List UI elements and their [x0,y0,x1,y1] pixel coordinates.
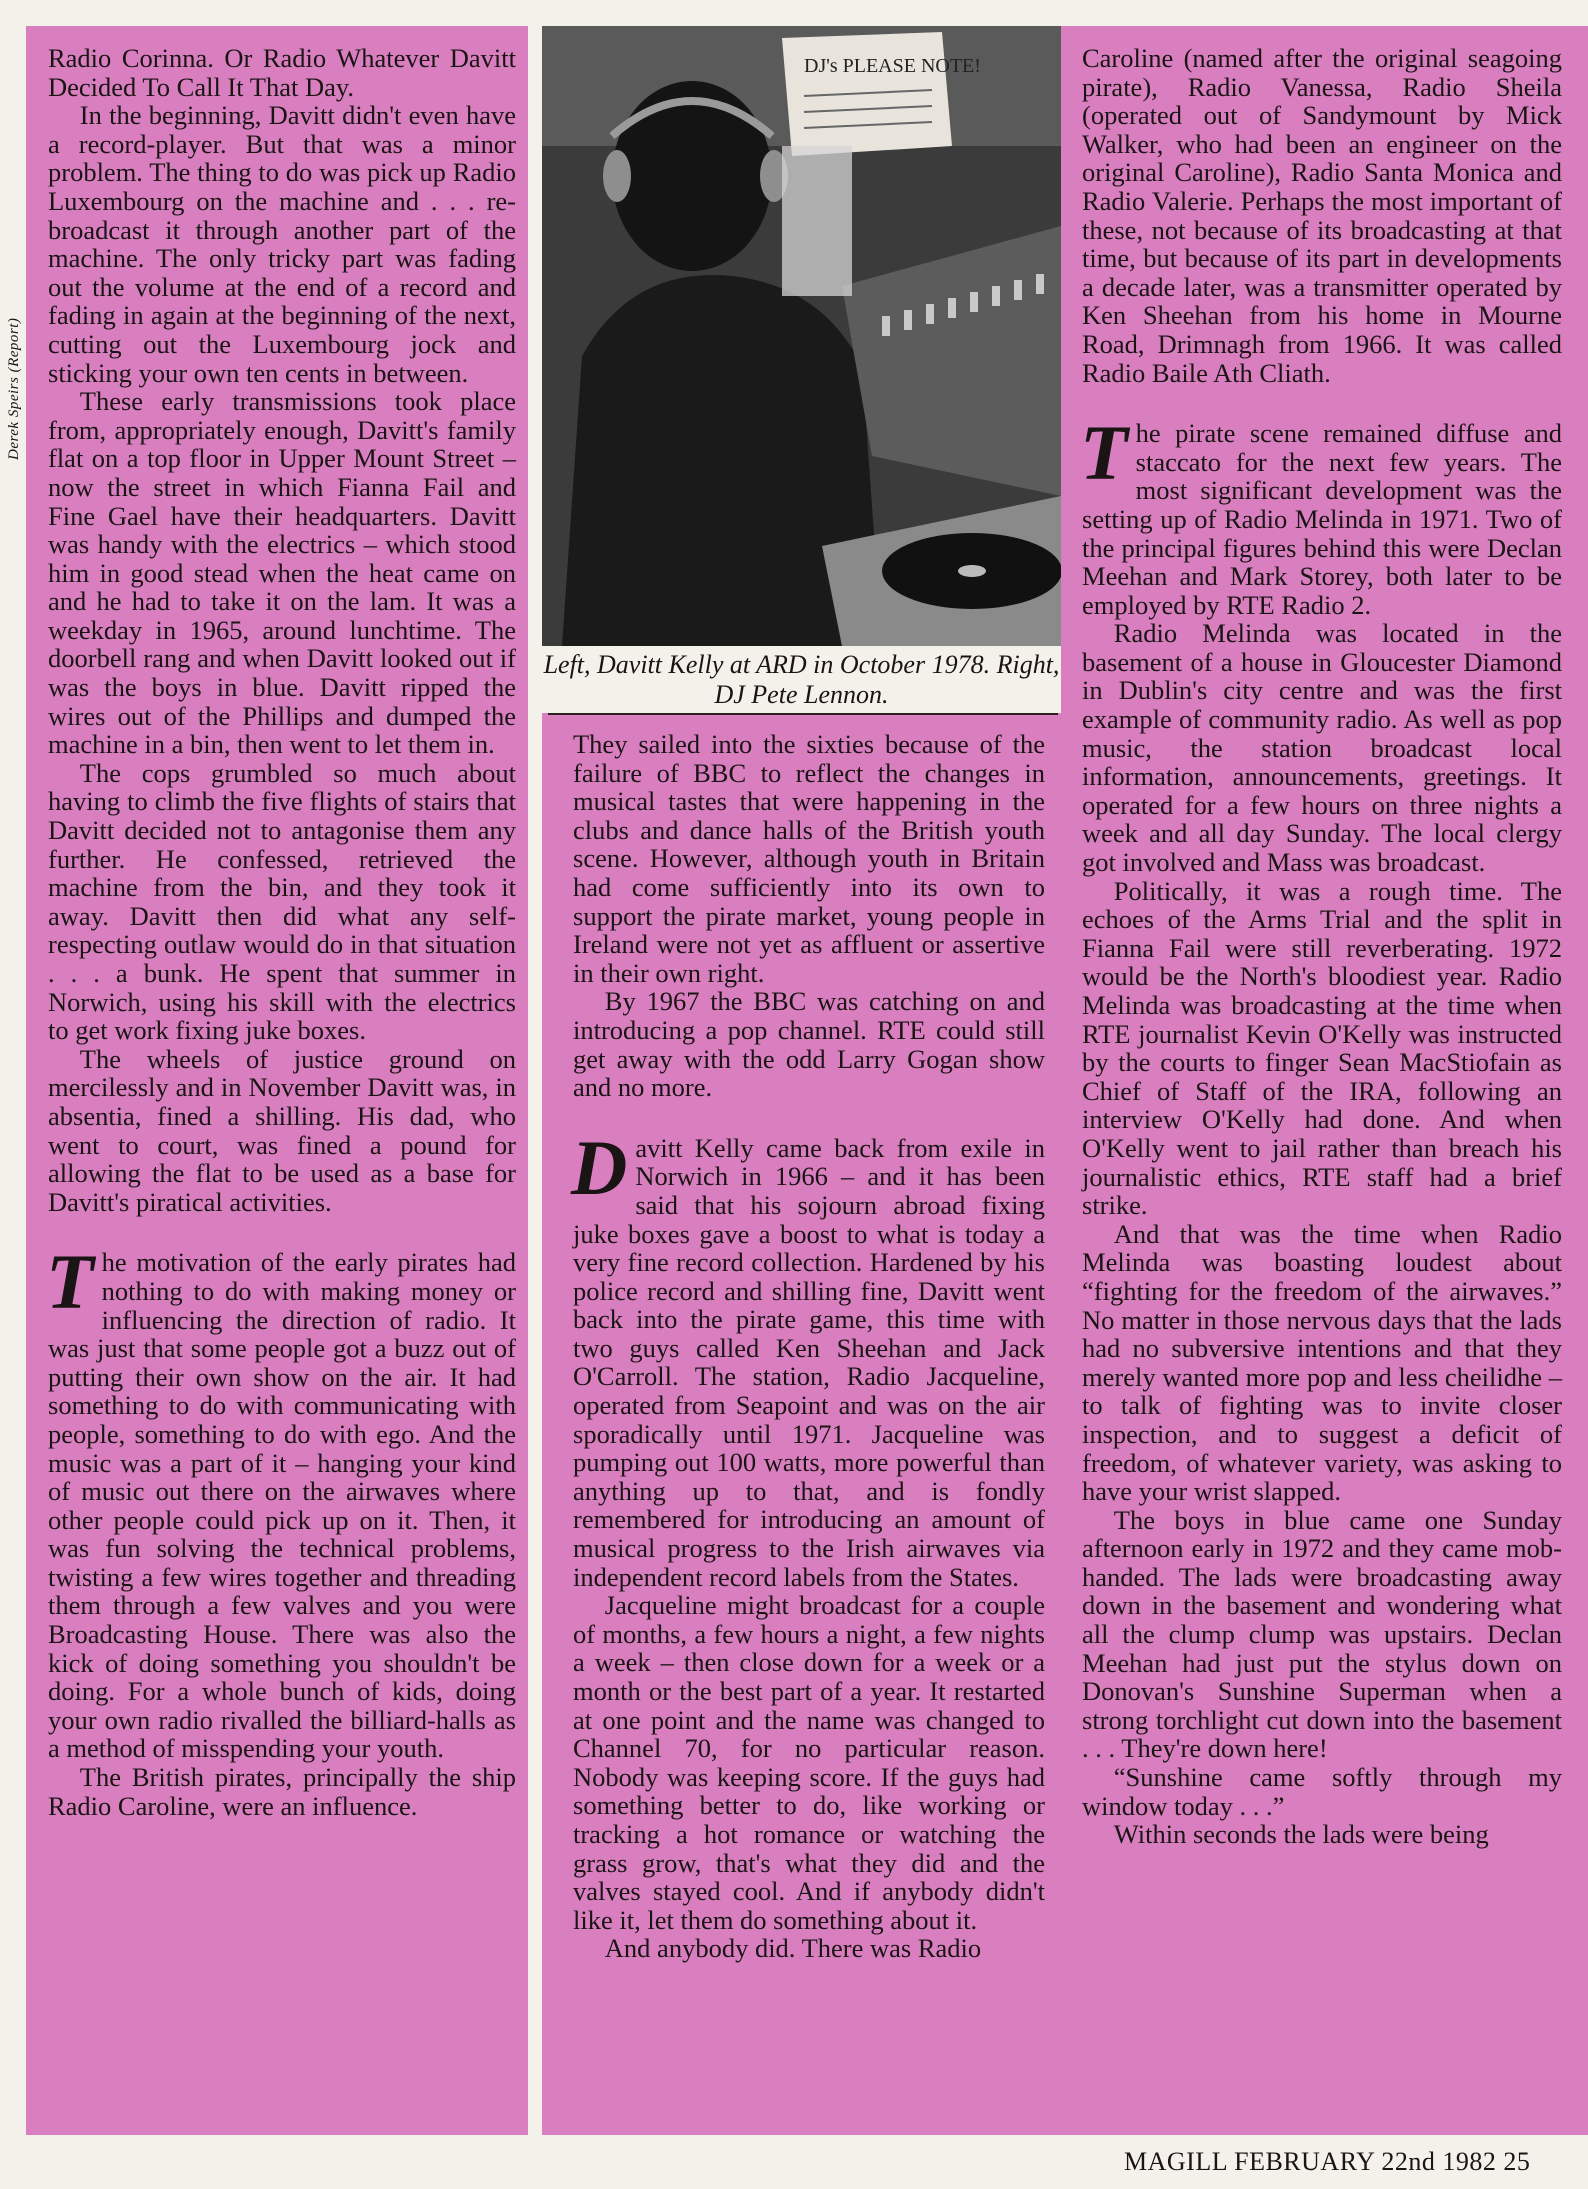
paragraph: These early transmissions took place from, appropriately enough, Davitt's family flat on a top floor in Upper Mount Street – now the street in which Fianna Fail and Fine Gael have their headquarters. Davitt was handy with the electrics – which stood him in good stead when the heat came on and he had to take it on the lam. It was a weekday in 1965, around lunchtime. The doorbell rang and when Davitt looked out if was the boys in blue. Davitt ripped the wires out of the Phillips and dumped the machine in a bin, then went to let them in. [48,386,516,760]
dropcap: T [46,1238,94,1326]
paragraph-with-dropcap [571,1123,1045,1592]
paragraph: The British pirates, principally the ship Radio Caroline, were an influence. [48,1762,516,1821]
paragraph: Caroline (named after the original seagoing pirate), Radio Vanessa, Radio Sheila (operated out of Sandymount by Mick Walker, who had been an engineer on the original Caroline), Radio Santa Monica and Radio Valerie. Perhaps the most important of these, not because of its broadcasting at that time, but because of its part in developments a decade later, was a transmitter operated by Ken Sheehan from his home in Mourne Road, Drimnagh from 1966. It was called Radio Baile Ath Cliath. [1082,43,1562,388]
page-footer: MAGILL FEBRUARY 22nd 1982 25 [1124,2147,1531,2176]
column-left [48,44,516,1820]
column-right [1082,44,1562,1849]
paragraph: And that was the time when Radio Melinda was boasting loudest about “fighting for the freedom of the airwaves.” No matter in those nervous days that the lads had no subversive intentions and that they merely wanted more pop and less cheilidhe – to talk of fighting was to invite closer inspection, and to suggest a deficit of freedom, of whatever variety, was asking to have your wrist slapped. [1082,1218,1562,1507]
paragraph-text: he motivation of the early pirates had nothing to do with making money or influencing the direction of radio. It was just that some people got a buzz out of putting their own show on the air. It had something to do with communicating with people, something to do with ego. And the music was a part of it – hanging your kind of music out there on the airwaves where other people could pick up on it. Then, it was fun solving the technical problems, twisting a few wires together and threading them through a few valves and you were Broadcasting House. There was also the kick of doing something you shouldn't be doing. For a whole bunch of kids, doing your own radio rivalled the billiard-halls as a method of misspending your youth. [48,1247,516,1764]
paragraph: In the beginning, Davitt didn't even have a record-player. But that was a minor problem. The thing to do was pick up Radio Luxembourg on the machine and . . . re-broadcast it through another part of the machine. The only tricky part was fading out the volume at the end of a record and fading in again at the beginning of the next, cutting out the Luxembourg jock and sticking your own ten cents in between. [48,100,516,388]
paragraph: And anybody did. There was Radio [604,1933,982,1964]
paragraph: Within seconds the lads were being [1113,1819,1489,1850]
photo-credit: Derek Speirs (Report) [6,317,22,460]
paragraph: The boys in blue came one Sunday afternoon early in 1972 and they came mob-handed. The lads were broadcasting away down in the basement and wondering what all the clump clump was upstairs. Declan Meehan had just put the stylus down on Donovan's Sunshine Superman when a strong torchlight cut down into the basement . . . They're down here! [1082,1504,1562,1764]
photo-caption: Left, Davitt Kelly at ARD in October 1978. Right, DJ Pete Lennon. [543,650,1060,709]
caption-rule [548,713,1058,715]
dropcap: D [571,1123,628,1211]
paragraph: The wheels of justice ground on mercilessly and in November Davitt was, in absentia, fined a shilling. His dad, who went to court, was fined a pound for allowing the flat to be used as a base for Davitt's piratical activities. [48,1043,516,1217]
sign-text: DJ's PLEASE NOTE! [804,55,981,77]
dropcap: T [1080,409,1128,497]
paragraph: Radio Corinna. Or Radio Whatever Davitt Decided To Call It That Day. [48,43,516,102]
paragraph: The cops grumbled so much about having to climb the five flights of stairs that Davitt decided not to antagonise them any further. He confessed, retrieved the machine from the bin, and they took it away. Davitt then did what any self-respecting outlaw would do in that situation . . . a bunk. He spent that summer in Norwich, using his skill with the electrics to get work fixing juke boxes. [48,757,516,1046]
paragraph: Jacqueline might broadcast for a couple of months, a few hours a night, a few nights a week – then close down for a week or a month or the best part of a year. It restarted at one point and the name was changed to Channel 70, for no particular reason. Nobody was keeping score. If the guys had something better to do, like working or tracking a hot romance or watching the grass grow, that's what they did and the valves stayed cool. And if anybody didn't like it, let them do something about it. [573,1590,1045,1935]
paragraph: By 1967 the BBC was catching on and introducing a pop channel. RTE could still get away with the odd Larry Gogan show and no more. [573,986,1045,1103]
paragraph: “Sunshine came softly through my window today . . .” [1082,1762,1562,1821]
paragraph: Radio Melinda was located in the basement of a house in Gloucester Diamond in Dublin's city centre and was the first example of community radio. As well as pop music, the station broadcast local information, announcements, greetings. It operated for a few hours on three nights a week and all day Sunday. The local clergy got involved and Mass was broadcast. [1082,618,1562,878]
paragraph-with-dropcap [1080,409,1562,620]
studio-photo-illustration [542,26,1061,646]
paragraph-with-dropcap [46,1238,516,1764]
studio-photo [542,26,1061,646]
paragraph: They sailed into the sixties because of the failure of BBC to reflect the changes in musical tastes that were happening in the clubs and dance halls of the British youth scene. However, although youth in Britain had come sufficiently into its own to support the pirate market, young people in Ireland were not yet as affluent or assertive in their own right. [573,729,1045,988]
paragraph-text: avitt Kelly came back from exile in Norwich in 1966 – and it has been said that his sojourn abroad fixing juke boxes gave a boost to what is today a very fine record collection. Hardened by his police record and shilling fine, Davitt went back into the pirate game, this time with two guys called Ken Sheehan and Jack O'Carroll. The station, Radio Jacqueline, operated from Seapoint and was on the air sporadically until 1971. Jacqueline was pumping out 100 watts, more powerful than anything up to that, and is fondly remembered for introducing an amount of musical progress to the Irish airwaves via independent record labels from the States. [573,1132,1045,1592]
paragraph: Politically, it was a rough time. The echoes of the Arms Trial and the split in Fianna Fail were still reverberating. 1972 would be the North's bloodiest year. Radio Melinda was broadcasting at the time when RTE journalist Kevin O'Kelly was instructed by the courts to finger Sean MacStiofain as Chief of Staff of the IRA, following an interview O'Kelly had done. And when O'Kelly went to jail rather than breach his journalistic ethics, RTE staff had a brief strike. [1082,875,1562,1221]
column-middle [573,730,1045,1963]
paragraph-text: he pirate scene remained diffuse and staccato for the next few years. The most significant development was the setting up of Radio Melinda in 1971. Two of the principal figures behind this were Declan Meehan and Mark Storey, both later to be employed by RTE Radio 2. [1082,418,1562,620]
